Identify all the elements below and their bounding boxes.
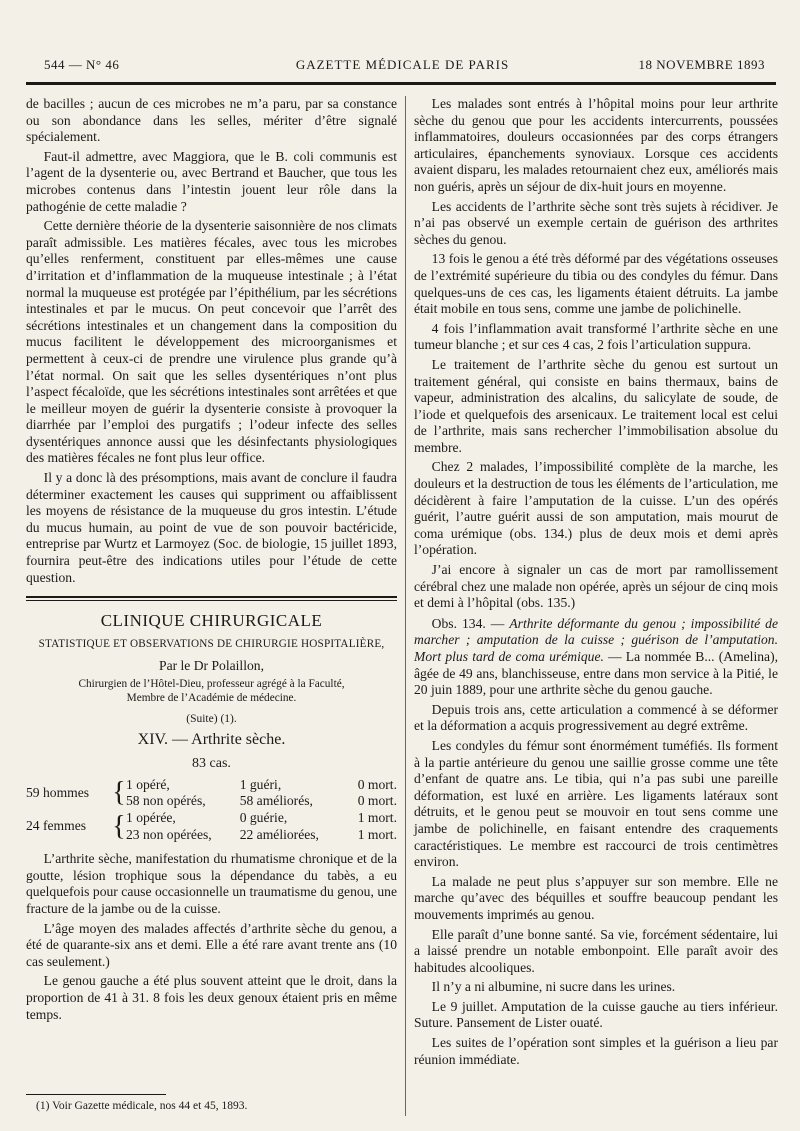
paragraph: 4 fois l’inflammation avait transformé l’arthrite sèche en une tumeur blanche ; et sur ces 4 cas, 2 fois l’articulation suppura. <box>414 320 778 353</box>
page-header <box>30 57 775 79</box>
paragraph: Depuis trois ans, cette articulation a commencé à se déformer et la déformation a acquis progressivement au degré extrême. <box>414 701 778 734</box>
table-cell: 0 mort. <box>357 793 397 809</box>
paragraph: de bacilles ; aucun de ces microbes ne m’a paru, par sa constance ou son abondance dans les selles, mériter d’être signalé spécialement. <box>26 96 397 145</box>
paragraph: L’âge moyen des malades affectés d’arthrite sèche du genou, a été de quarante-six ans et demi. Elle a été rare avant trente ans (10 cas seulement.) <box>26 920 397 969</box>
paragraph: L’arthrite sèche, manifestation du rhumatisme chronique et de la goutte, lésion trophique sous la dépendance du tabès, a eu quelquefois pour cause occasionnelle un traumatisme du genou, une fracture de la jambe ou de la cuisse. <box>26 851 397 916</box>
journal-title: GAZETTE MÉDICALE DE PARIS <box>295 57 510 72</box>
paragraph: La malade ne peut plus s’appuyer sur son membre. Elle ne marche qu’avec des béquilles et souffre beaucoup pendant les mouvements imprimés au genou. <box>414 873 778 922</box>
part-title: XIV. — Arthrite sèche. <box>137 730 286 748</box>
cases-total: 83 cas. <box>192 756 231 772</box>
paragraph: 13 fois le genou a été très déformé par des végétations osseuses de l’extrémité supérieure du tibia ou des condyles du fémur. Dans quelques-uns de ces cas, les ligaments étaient détruits. La jambe était mobile en tous sens, comme une jambe de polichinelle. <box>414 251 778 317</box>
table-cell: 1 opérée, <box>126 809 176 825</box>
brace-glyph: { <box>112 810 126 842</box>
footnote: (1) Voir Gazette médicale, nos 44 et 45, 1893. <box>36 1100 248 1112</box>
table-cell: 1 opéré, <box>126 776 170 792</box>
paragraph: Elle paraît d’une bonne santé. Sa vie, forcément sédentaire, lui a laissé prendre un notable embonpoint. Elle paraît avoir des habitudes alcooliques. <box>414 926 778 975</box>
paragraph: Le 9 juillet. Amputation de la cuisse gauche au tiers inférieur. Suture. Pansement de Lister ouaté. <box>414 998 778 1031</box>
column-divider <box>405 96 406 1116</box>
paragraph: Chez 2 malades, l’impossibilité complète de la marche, les douleurs et la destruction de tous les éléments de l’articulation, me décidèrent à faire l’amputation de la cuisse. L’un des opérés guérit, l’autre guérit aussi de son amputation, mais mourut de coma urémique (obs. 134.) plus de deux mois et demi après l’opération. <box>414 459 778 558</box>
issue-date: 18 NOVEMBRE 1893 <box>638 57 765 72</box>
observation-label: Obs. 134. — <box>431 615 505 631</box>
table-cell: 22 améliorées, <box>239 826 319 842</box>
footnote-rule <box>26 1094 166 1095</box>
author-affiliation: Membre de l’Académie de médecine. <box>126 692 297 704</box>
observation-heading <box>414 616 778 699</box>
table-cell: 0 guérie, <box>239 809 288 825</box>
paragraph: Les malades sont entrés à l’hôpital moins pour leur arthrite sèche du genou que pour les accidents intercurrents, poussées inflammatoires, douleurs occasionnées par des corps étrangers articulaires, épanchements synoviaux. Lorsque ces accidents avaient disparu, les malades retournaient chez eux, améliorés mais non guéris, après un séjour de dix-huit jours en moyenne. <box>414 96 778 194</box>
page-number: 544 — N° 46 <box>44 57 120 72</box>
paragraph: Les accidents de l’arthrite sèche sont très sujets à récidiver. Je n’ai pas observé un exemple certain de guérison des arthrites sèches du genou. <box>414 198 778 247</box>
paragraph: Il n’y a ni albumine, ni sucre dans les urines. <box>431 979 676 995</box>
table-cell: 1 mort. <box>357 809 397 825</box>
table-cell: 23 non opérées, <box>126 826 212 842</box>
table-cell: 1 mort. <box>357 826 397 842</box>
table-cell: 58 non opérés, <box>126 793 206 809</box>
table-cell: 58 améliorés, <box>239 793 313 809</box>
section-rule <box>26 596 397 598</box>
group-label: 59 hommes <box>26 785 90 801</box>
paragraph: Il y a donc là des présomptions, mais avant de conclure il faudra déterminer exactement les causes qui suppriment ou affaiblissent les moyens de résistance de la muqueuse du gros intestin. L’étude du mucus humain, au point de vue de son pouvoir bactéricide, entreprise par Wurtz et Larmoyez (Soc. de biologie, 15 juillet 1893, fournira peut-être des indications utiles pour l’étude de cette question. <box>26 470 397 585</box>
paragraph: J’ai encore à signaler un cas de mort par ramollissement cérébral chez une malade non opérée, après un séjour de cinq mois et demi à l’hôpital (obs. 135.) <box>414 562 778 611</box>
paragraph: Le traitement de l’arthrite sèche du genou est surtout un traitement général, qui consiste en bains thermaux, bains de vapeur, administration des alcalins, du salicylate de soude, de l’iode et quelquefois des arsenicaux. Le traitement local est celui de l’arthrite, mais sans rechercher l’immobilisation absolue du membre. <box>414 356 778 455</box>
section-title: CLINIQUE CHIRURGICALE <box>100 611 323 631</box>
author-byline: Par le Dr Polaillon, <box>159 658 264 674</box>
group-label: 24 femmes <box>26 818 87 834</box>
table-cell: 0 mort. <box>357 776 397 792</box>
paragraph: Cette dernière théorie de la dysenterie saisonnière de nos climats paraît admissible. Les matières fécales, avec tous les microbes qu’elles renferment, constituent par elles-mêmes une cause d’irritation et d’inflammation de la muqueuse intestinale ; à l’état normal la muqueuse est protégée par l’épithélium, par les sécrétions intestinales et par le mucus. On peut concevoir que l’arrêt des sécrétions intestinales et un changement dans la composition du mucus facilitent le développement des microorganismes et permettent à ceux-ci de prendre une virulence plus grande qu’à l’état normal. On sait que les selles dysentériques n’ont plus l’aspect fécaloïde, que les sécrétions intestinales sont arrêtées et que le meilleur moyen de guérir la dysenterie consiste à provoquer la diarrhée par l’emploi des purgatifs ; l’odeur infecte des selles dysentériques annonce aussi que les désinfectants physiologiques des matières fécales ne font plus leur office. <box>26 218 397 466</box>
continuation-note: (Suite) (1). <box>186 713 237 725</box>
author-affiliation: Chirurgien de l’Hôtel-Dieu, professeur agrégé à la Faculté, <box>78 678 345 690</box>
statistics-table <box>26 777 397 843</box>
header-rule <box>26 82 776 85</box>
paragraph: Les suites de l’opération sont simples et la guérison a lieu par réunion immédiate. <box>414 1035 778 1067</box>
brace-glyph: { <box>112 777 126 809</box>
left-column <box>26 96 397 1026</box>
section-rule-thin <box>26 600 397 601</box>
table-cell: 1 guéri, <box>239 776 282 792</box>
observation-text: — La nommée B... (Amelina), âgée de 49 ans, blanchisseuse, entre dans mon service à la Pitié, le 20 juin 1889, pour une arthrite sèche du genou gauche. <box>414 649 778 698</box>
section-subtitle: STATISTIQUE ET OBSERVATIONS DE CHIRURGIE HOSPITALIÈRE, <box>38 637 385 650</box>
paragraph: Les condyles du fémur sont énormément tuméfiés. Ils forment à la partie antérieure du genou une saillie grosse comme une tête d’enfant de quatre ans. Le tibia, qui n’a pas subi une pareille déformation, est luxé en arrière. Les ligaments latéraux sont détruits, et le genou peut se mouvoir en tout sens comme une jambe de polichinelle, en faisant entendre des craquements caractéristiques. Le membre est raccourci de trois centimètres environ. <box>414 737 778 870</box>
table-row <box>26 777 397 794</box>
paragraph: Faut-il admettre, avec Maggiora, que le B. coli communis est l’agent de la dysenterie ou, avec Bertrand et Baucher, que tous les microbes contenus dans l’intestin jouent leur rôle dans la pathogénie de cette maladie ? <box>26 148 397 214</box>
table-row <box>26 810 397 827</box>
paragraph: Le genou gauche a été plus souvent atteint que le droit, dans la proportion de 41 à 31. 8 fois les deux genoux étaient pris en même temps. <box>26 973 397 1022</box>
right-column <box>414 96 778 1071</box>
observation-summary: Arthrite déformante du genou ; impossibilité de marcher ; amputation de la cuisse ; guérison de l’amputation. Mort plus tard de coma urémique. <box>414 615 778 664</box>
